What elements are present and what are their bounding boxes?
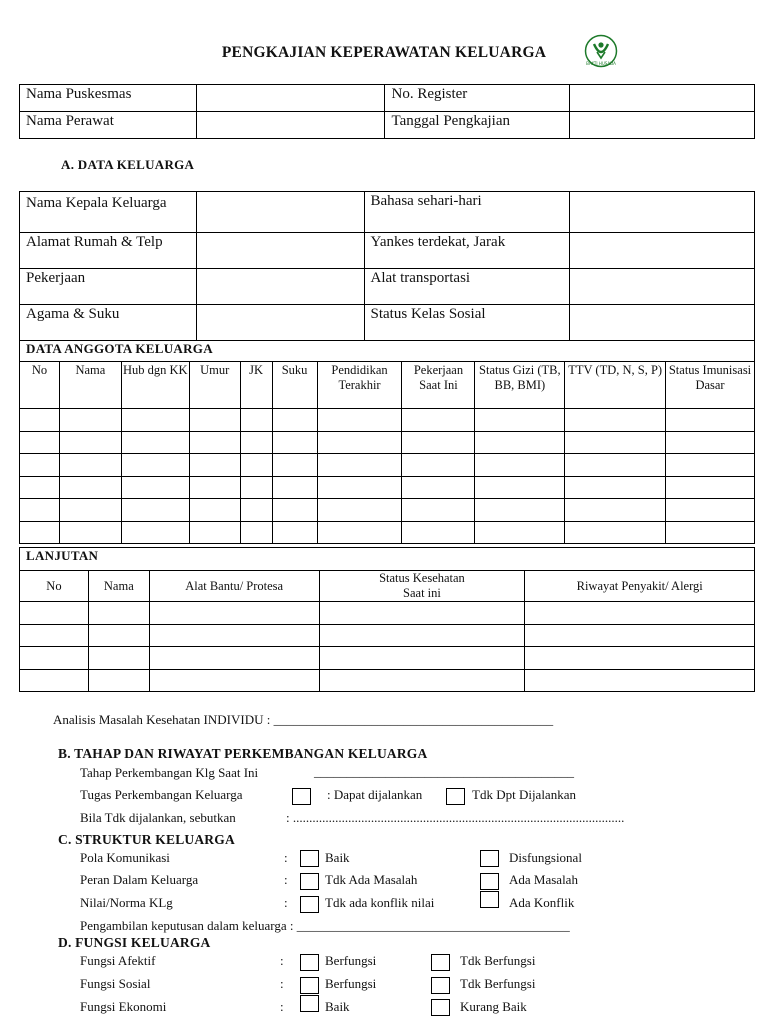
table-cell[interactable]: [317, 409, 402, 432]
table-cell[interactable]: [240, 521, 272, 544]
table-cell[interactable]: [59, 431, 121, 454]
table-cell[interactable]: [475, 476, 565, 499]
section-a-title: A. DATA KELUARGA: [61, 157, 195, 172]
nilai-colon: :: [284, 895, 288, 910]
data-anggota-table: [19, 340, 755, 544]
table-row: [20, 409, 755, 432]
table-cell[interactable]: [121, 431, 189, 454]
nama-kepala-field[interactable]: [196, 192, 364, 233]
tdk-konflik-label: Tdk ada konflik nilai: [325, 895, 435, 910]
table-cell[interactable]: [666, 499, 755, 522]
lanjutan-col-no: No: [20, 571, 89, 602]
sosial-berfungsi-label: Berfungsi: [325, 976, 377, 991]
table-cell[interactable]: [402, 409, 475, 432]
table-cell[interactable]: [565, 454, 666, 477]
col-nama: Nama: [59, 362, 121, 409]
status-kelas-field[interactable]: [570, 305, 755, 341]
table-cell[interactable]: [189, 454, 240, 477]
baik-label: Baik: [325, 850, 350, 865]
col-jk: JK: [240, 362, 272, 409]
data-anggota-title: DATA ANGGOTA KELUARGA: [20, 341, 755, 362]
bila-line[interactable]: : ......................................................................................................: [286, 810, 625, 825]
table-cell[interactable]: [402, 521, 475, 544]
no-register-field[interactable]: [570, 85, 755, 112]
table-cell[interactable]: [88, 647, 149, 670]
table-cell[interactable]: [402, 431, 475, 454]
table-cell[interactable]: [59, 476, 121, 499]
peran-label: Peran Dalam Keluarga: [80, 872, 199, 887]
table-cell[interactable]: [317, 521, 402, 544]
ada-konflik-label: Ada Konflik: [509, 895, 575, 910]
afektif-berfungsi-label: Berfungsi: [325, 953, 377, 968]
table-cell[interactable]: [240, 454, 272, 477]
table-cell[interactable]: [59, 454, 121, 477]
lanjutan-col-nama: Nama: [88, 571, 149, 602]
afektif-berfungsi-checkbox[interactable]: [300, 954, 319, 971]
pengambilan-line[interactable]: Pengambilan keputusan dalam keluarga : __________________________________________: [80, 918, 570, 933]
table-cell[interactable]: [59, 499, 121, 522]
table-cell[interactable]: [475, 431, 565, 454]
nama-puskesmas-label: Nama Puskesmas: [20, 85, 197, 112]
table-cell[interactable]: [525, 647, 755, 670]
ekonomi-baik-checkbox[interactable]: [300, 995, 319, 1012]
col-suku: Suku: [272, 362, 317, 409]
bakti-husada-logo-icon: [584, 34, 618, 68]
ekonomi-label: Fungsi Ekonomi: [80, 999, 167, 1014]
col-umur: Umur: [189, 362, 240, 409]
col-pendidikan: Pendidikan Terakhir: [317, 362, 402, 409]
col-ttv: TTV (TD, N, S, P): [565, 362, 666, 409]
table-cell[interactable]: [20, 521, 60, 544]
lanjutan-title: LANJUTAN: [20, 548, 755, 571]
afektif-colon: :: [280, 953, 284, 968]
table-cell[interactable]: [88, 669, 149, 692]
sosial-label: Fungsi Sosial: [80, 976, 151, 991]
ekonomi-kurang-baik-checkbox[interactable]: [431, 999, 450, 1016]
table-cell[interactable]: [272, 499, 317, 522]
tdk-masalah-label: Tdk Ada Masalah: [325, 872, 418, 887]
table-row: [20, 521, 755, 544]
nilai-label: Nilai/Norma KLg: [80, 895, 173, 910]
nama-kepala-label: Nama Kepala Keluarga: [20, 192, 197, 233]
table-cell[interactable]: [240, 476, 272, 499]
pola-label: Pola Komunikasi: [80, 850, 170, 865]
no-register-label: No. Register: [385, 85, 570, 112]
yankes-field[interactable]: [570, 233, 755, 269]
table-cell[interactable]: [20, 669, 89, 692]
svg-text:BAKTI HUSADA: BAKTI HUSADA: [586, 61, 616, 66]
table-cell[interactable]: [475, 499, 565, 522]
tdk-konflik-checkbox[interactable]: [300, 896, 319, 913]
afektif-tdk-berfungsi-label: Tdk Berfungsi: [460, 953, 536, 968]
section-b-title: B. TAHAP DAN RIWAYAT PERKEMBANGAN KELUARGA: [58, 746, 428, 761]
table-cell[interactable]: [20, 431, 60, 454]
table-cell[interactable]: [319, 647, 525, 670]
bahasa-field[interactable]: [570, 192, 755, 233]
alamat-label: Alamat Rumah & Telp: [20, 233, 197, 269]
table-cell[interactable]: [317, 476, 402, 499]
lanjutan-col-alat-bantu: Alat Bantu/ Protesa: [149, 571, 319, 602]
disfungsional-checkbox[interactable]: [480, 850, 499, 867]
lanjutan-col-riwayat: Riwayat Penyakit/ Alergi: [525, 571, 755, 602]
table-cell[interactable]: [666, 431, 755, 454]
table-cell[interactable]: [402, 454, 475, 477]
section-c-title: C. STRUKTUR KELUARGA: [58, 832, 235, 847]
table-cell[interactable]: [272, 409, 317, 432]
table-row: [20, 624, 755, 647]
table-cell[interactable]: [189, 499, 240, 522]
table-cell[interactable]: [272, 431, 317, 454]
table-cell[interactable]: [149, 669, 319, 692]
sosial-berfungsi-checkbox[interactable]: [300, 977, 319, 994]
table-cell[interactable]: [319, 624, 525, 647]
sosial-tdk-berfungsi-label: Tdk Berfungsi: [460, 976, 536, 991]
table-cell[interactable]: [189, 431, 240, 454]
table-cell[interactable]: [525, 602, 755, 625]
table-cell[interactable]: [565, 431, 666, 454]
table-cell[interactable]: [666, 521, 755, 544]
table-cell[interactable]: [121, 499, 189, 522]
table-cell[interactable]: [272, 521, 317, 544]
disfungsional-label: Disfungsional: [509, 850, 582, 865]
table-cell[interactable]: [666, 409, 755, 432]
table-cell[interactable]: [272, 454, 317, 477]
bahasa-label: Bahasa sehari-hari: [364, 192, 570, 233]
col-imunisasi: Status Imunisasi Dasar: [666, 362, 755, 409]
table-cell[interactable]: [189, 521, 240, 544]
alamat-field[interactable]: [196, 233, 364, 269]
sosial-tdk-berfungsi-checkbox[interactable]: [431, 977, 450, 994]
baik-checkbox[interactable]: [300, 850, 319, 867]
peran-colon: :: [284, 872, 288, 887]
pola-colon: :: [284, 850, 288, 865]
table-cell[interactable]: [565, 521, 666, 544]
ada-masalah-label: Ada Masalah: [509, 872, 578, 887]
table-cell[interactable]: [565, 476, 666, 499]
table-cell[interactable]: [20, 602, 89, 625]
header-table: [19, 84, 755, 139]
table-cell[interactable]: [121, 454, 189, 477]
table-cell[interactable]: [240, 499, 272, 522]
table-cell[interactable]: [149, 647, 319, 670]
table-cell[interactable]: [475, 521, 565, 544]
table-row: [20, 454, 755, 477]
tahap-label: Tahap Perkembangan Klg Saat Ini: [80, 765, 259, 780]
tdk-masalah-checkbox[interactable]: [300, 873, 319, 890]
tdk-dapat-checkbox[interactable]: [446, 788, 465, 805]
table-row: [20, 476, 755, 499]
ada-masalah-checkbox[interactable]: [480, 873, 499, 890]
table-cell[interactable]: [475, 409, 565, 432]
table-cell[interactable]: [565, 409, 666, 432]
table-row: [20, 499, 755, 522]
lanjutan-table: [19, 547, 755, 692]
col-status-gizi: Status Gizi (TB, BB, BMI): [475, 362, 565, 409]
table-cell[interactable]: [189, 476, 240, 499]
table-row: [20, 669, 755, 692]
table-cell[interactable]: [666, 476, 755, 499]
table-cell[interactable]: [88, 624, 149, 647]
table-cell[interactable]: [149, 624, 319, 647]
table-cell[interactable]: [402, 476, 475, 499]
page-title: PENGKAJIAN KEPERAWATAN KELUARGA: [221, 44, 547, 61]
table-row: [20, 647, 755, 670]
pekerjaan-field[interactable]: [196, 269, 364, 305]
table-cell[interactable]: [88, 602, 149, 625]
agama-label: Agama & Suku: [20, 305, 197, 341]
table-cell[interactable]: [59, 521, 121, 544]
alat-transportasi-field[interactable]: [570, 269, 755, 305]
table-cell[interactable]: [20, 624, 89, 647]
table-cell[interactable]: [20, 647, 89, 670]
tdk-dapat-label: Tdk Dpt Dijalankan: [472, 787, 576, 802]
analisis-line[interactable]: Analisis Masalah Kesehatan INDIVIDU : ___________________________________________: [53, 712, 554, 727]
table-cell[interactable]: [317, 431, 402, 454]
table-cell[interactable]: [121, 521, 189, 544]
table-cell[interactable]: [317, 499, 402, 522]
nama-perawat-field[interactable]: [196, 112, 385, 139]
table-cell[interactable]: [319, 602, 525, 625]
nama-puskesmas-field[interactable]: [196, 85, 385, 112]
table-cell[interactable]: [121, 409, 189, 432]
afektif-label: Fungsi Afektif: [80, 953, 156, 968]
col-pekerjaan: Pekerjaan Saat Ini: [402, 362, 475, 409]
table-cell[interactable]: [565, 499, 666, 522]
table-cell[interactable]: [272, 476, 317, 499]
table-row: [20, 431, 755, 454]
table-cell[interactable]: [666, 454, 755, 477]
col-no: No: [20, 362, 60, 409]
nama-perawat-label: Nama Perawat: [20, 112, 197, 139]
table-cell[interactable]: [475, 454, 565, 477]
table-cell[interactable]: [20, 454, 60, 477]
table-cell[interactable]: [525, 669, 755, 692]
ekonomi-kurang-baik-label: Kurang Baik: [460, 999, 527, 1014]
table-cell[interactable]: [20, 476, 60, 499]
afektif-tdk-berfungsi-checkbox[interactable]: [431, 954, 450, 971]
tugas-label: Tugas Perkembangan Keluarga: [80, 787, 243, 802]
sosial-colon: :: [280, 976, 284, 991]
dapat-checkbox[interactable]: [292, 788, 311, 805]
alat-transportasi-label: Alat transportasi: [364, 269, 570, 305]
tanggal-pengkajian-label: Tanggal Pengkajian: [385, 112, 570, 139]
dapat-label: : Dapat dijalankan: [327, 787, 423, 802]
col-hub-kk: Hub dgn KK: [121, 362, 189, 409]
table-cell[interactable]: [20, 409, 60, 432]
table-cell[interactable]: [402, 499, 475, 522]
table-row: [20, 602, 755, 625]
table-cell[interactable]: [149, 602, 319, 625]
ekonomi-colon: :: [280, 999, 284, 1014]
table-cell[interactable]: [240, 431, 272, 454]
ekonomi-baik-label: Baik: [325, 999, 350, 1014]
data-keluarga-table: [19, 191, 755, 341]
tanggal-pengkajian-field[interactable]: [570, 112, 755, 139]
table-cell[interactable]: [319, 669, 525, 692]
table-cell[interactable]: [317, 454, 402, 477]
status-kelas-label: Status Kelas Sosial: [364, 305, 570, 341]
lanjutan-col-status-kesehatan: Status Kesehatan Saat ini: [319, 571, 525, 602]
table-cell[interactable]: [240, 409, 272, 432]
section-d-title: D. FUNGSI KELUARGA: [58, 935, 211, 950]
table-cell[interactable]: [59, 409, 121, 432]
ada-konflik-checkbox[interactable]: [480, 891, 499, 908]
tahap-line[interactable]: ________________________________________: [314, 764, 574, 779]
table-cell[interactable]: [20, 499, 60, 522]
bila-label: Bila Tdk dijalankan, sebutkan: [80, 810, 236, 825]
table-cell[interactable]: [121, 476, 189, 499]
agama-field[interactable]: [196, 305, 364, 341]
table-cell[interactable]: [525, 624, 755, 647]
pekerjaan-label: Pekerjaan: [20, 269, 197, 305]
table-cell[interactable]: [189, 409, 240, 432]
yankes-label: Yankes terdekat, Jarak: [364, 233, 570, 269]
